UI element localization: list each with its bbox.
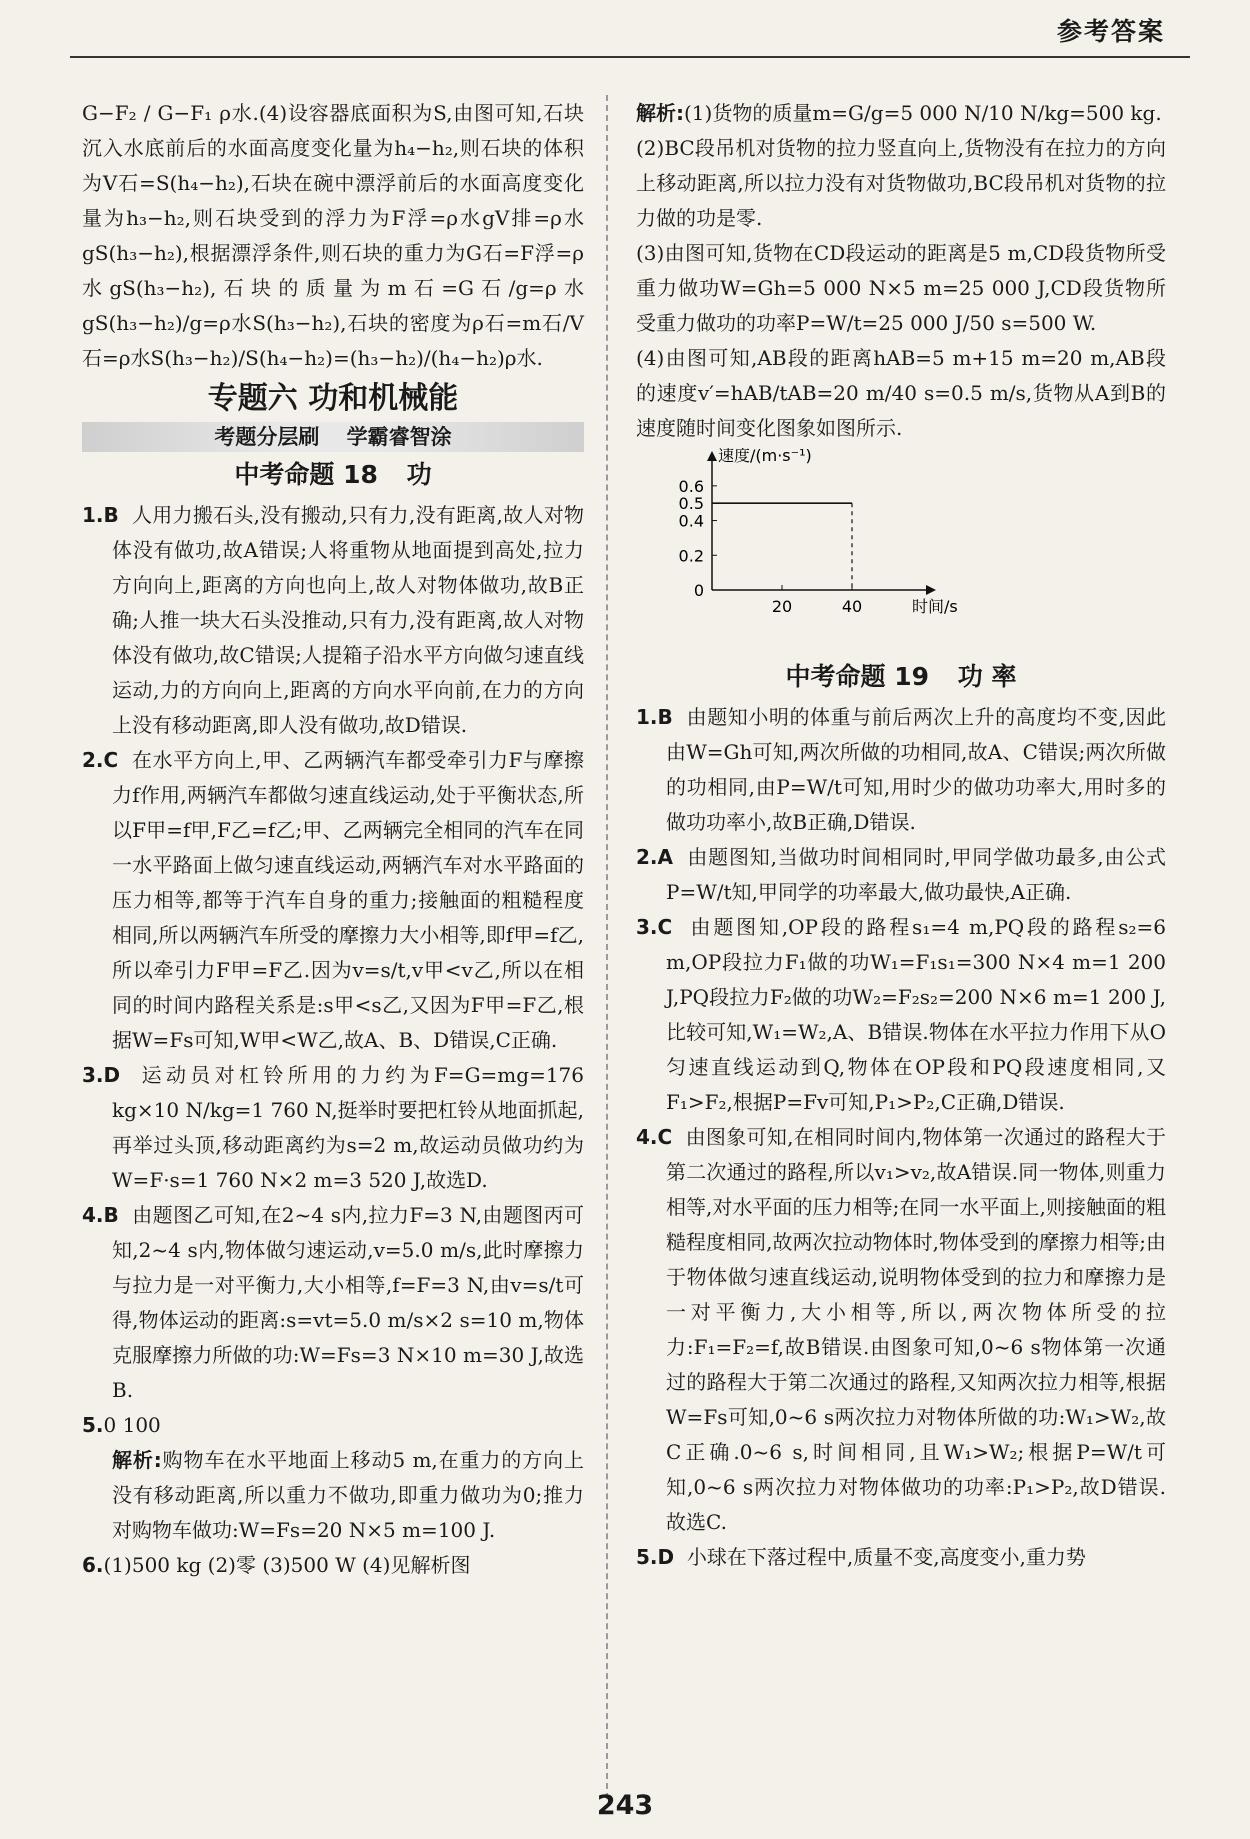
velocity-time-chart — [636, 448, 1166, 648]
answer-4 — [82, 1198, 584, 1408]
answer-1 — [82, 498, 584, 743]
answer-text: 在水平方向上,甲、乙两辆汽车都受牵引力F与摩擦力f作用,两辆汽车都做匀速直线运动,处于平衡状态,所以F甲=f甲,F乙=f乙;甲、乙两辆完全相同的汽车在同一水平路面上做匀速直线运动,两辆汽车对水平路面的压力相等,都等于汽车自身的重力;接触面的粗糙程度相同,所以两辆汽车所受的摩擦力大小相等,即f甲=f乙,所以牵引力F甲=F乙.因为v=s/t,v甲<v乙,所以在相同的时间内路程关系是:s甲<s乙,又因为F甲=F乙,根据W=Fs可知,W甲<W乙,故A、B、D错误,C正确. — [112, 748, 585, 1052]
answer-3 — [636, 910, 1166, 1120]
answer-4 — [636, 1120, 1166, 1540]
answer-number: 5.D — [636, 1545, 675, 1569]
answer-text: 由题图知,当做功时间相同时,甲同学做功最多,由公式P=W/t知,甲同学的功率最大,做功最快,A正确. — [666, 845, 1167, 904]
answer-number: 2.A — [636, 845, 673, 869]
answer-number: 2.C — [82, 748, 119, 772]
y-axis-label: 速度/(m·s⁻¹) — [718, 448, 812, 465]
x-axis-label: 时间/s — [912, 597, 958, 616]
section-number: 中考命题 18 — [234, 460, 378, 489]
banner-text-b: 学霸睿智涂 — [346, 425, 452, 449]
section-name: 功 — [406, 460, 432, 489]
answer-number: 3.C — [636, 915, 673, 939]
section-number: 中考命题 19 — [785, 662, 930, 691]
answer-5 — [636, 1540, 1166, 1575]
page-number: 243 — [596, 1790, 654, 1821]
section-title-18 — [82, 452, 584, 498]
y-tick-label: 0.4 — [678, 511, 704, 531]
answer-value: 0 100 — [103, 1413, 161, 1437]
x-axis-arrow — [926, 585, 936, 595]
answer-text: 由题知小明的体重与前后两次上升的高度均不变,因此由W=Gh可知,两次所做的功相同,故A、C错误;两次所做的功相同,由P=W/t可知,用时少的做功功率大,用时多的做功功率小,故B正确,D错误. — [666, 705, 1167, 834]
answer-5-analysis — [82, 1443, 584, 1548]
answer-number: 5. — [82, 1413, 104, 1437]
answer-1 — [636, 700, 1166, 840]
section-name: 功 率 — [957, 662, 1017, 691]
analysis-step-1 — [636, 96, 1166, 131]
answer-text: 由图象可知,在相同时间内,物体第一次通过的路程大于第二次通过的路程,所以v₁>v₂,故A错误.同一物体,则重力相等,对水平面的压力相等;在同一水平面上,则接触面的粗糙程度相同,故两次拉动物体时,物体受到的摩擦力相等;由于物体做匀速直线运动,说明物体受到的拉力和摩擦力是一对平衡力,大小相等,所以,两次物体所受的拉力:F₁=F₂=f,故B错误.由图象可知,0~6 s物体第一次通过的路程大于第二次通过的路程,又知两次拉力相等,根据W=Fs可知,0~6 s两次拉力对物体所做的功:W₁>W₂,故C正确.0~6 s,时间相同,且W₁>W₂;根据P=W/t可知,0~6 s两次拉力对物体做功的功率:P₁>P₂,故D错误.故选C. — [666, 1125, 1166, 1534]
answer-6 — [82, 1548, 584, 1583]
banner-text-a: 考题分层刷 — [214, 425, 320, 449]
left-continuation-text: G−F₂ / G−F₁ ρ水.(4)设容器底面积为S,由图可知,石块沉入水底前后的水面高度变化量为h₄−h₂,则石块的体积为V石=S(h₄−h₂),石块在碗中漂浮前后的水面高度变化量为h₃−h₂,则石块受到的浮力为F浮=ρ水gV排=ρ水gS(h₃−h₂),根据漂浮条件,则石块的重力为G石=F浮=ρ水gS(h₃−h₂),石块的质量为m石=G石/g=ρ水gS(h₃−h₂)/g=ρ水S(h₃−h₂),石块的密度为ρ石=m石/V石=ρ水S(h₃−h₂)/S(h₄−h₂)=(h₃−h₂)/(h₄−h₂)ρ水. — [82, 101, 584, 370]
analysis-step-4: (4)由图可知,AB段的距离hAB=5 m+15 m=20 m,AB段的速度v′=hAB/tAB=20 m/40 s=0.5 m/s,货物从A到B的速度随时间变化图象如图所示. — [636, 346, 1166, 440]
answer-5 — [82, 1408, 584, 1443]
analysis-label: 解析: — [636, 101, 684, 125]
answer-2 — [636, 840, 1166, 910]
answer-number: 3.D — [82, 1063, 121, 1087]
right-column — [636, 96, 1166, 1575]
left-column — [82, 96, 584, 1583]
topic-banner — [82, 422, 584, 452]
answer-3 — [82, 1058, 584, 1198]
answer-text: 人用力搬石头,没有搬动,只有力,没有距离,故人对物体没有做功,故A错误;人将重物从地面提到高处,拉力方向向上,距离的方向也向上,故人对物体做功,故B正确;人推一块大石头没推动,只有力,没有距离,故人对物体没有做功,故C错误;人提箱子沿水平方向做匀速直线运动,力的方向向上,距离的方向水平向前,在力的方向上没有移动距离,即人没有做功,故D错误. — [112, 503, 584, 737]
section-title-19 — [636, 654, 1166, 700]
answer-text: 由题图乙可知,在2~4 s内,拉力F=3 N,由题图丙可知,2~4 s内,物体做匀速运动,v=5.0 m/s,此时摩擦力与拉力是一对平衡力,大小相等,f=F=3 N,由v=s/t可得,物体运动的距离:s=vt=5.0 m/s×2 s=10 m,物体克服摩擦力所做的功:W=Fs=3 N×10 m=30 J,故选B. — [112, 1203, 585, 1402]
analysis-label: 解析: — [112, 1448, 162, 1472]
answer-text: 小球在下落过程中,质量不变,高度变小,重力势 — [686, 1545, 1086, 1569]
analysis-text: 购物车在水平地面上移动5 m,在重力的方向上没有移动距离,所以重力不做功,即重力做功为0;推力对购物车做功:W=Fs=20 N×5 m=100 J. — [112, 1448, 584, 1542]
y-axis-arrow — [707, 451, 717, 461]
header-rule — [70, 56, 1190, 58]
x-tick-label: 40 — [841, 597, 863, 616]
analysis-text: (1)货物的质量m=G/g=5 000 N/10 N/kg=500 kg. — [684, 101, 1162, 125]
answer-text: (1)500 kg (2)零 (3)500 W (4)见解析图 — [103, 1553, 471, 1577]
analysis-step-2: (2)BC段吊机对货物的拉力竖直向上,货物没有在拉力的方向上移动距离,所以拉力没有对货物做功,BC段吊机对货物的拉力做的功是零. — [636, 136, 1166, 230]
analysis-step-3: (3)由图可知,货物在CD段运动的距离是5 m,CD段货物所受重力做功W=Gh=5 000 N×5 m=25 000 J,CD段货物所受重力做功的功率P=W/t=25 000 J/50 s=500 W. — [636, 241, 1166, 335]
answer-number: 1.B — [636, 705, 673, 729]
y-tick-label: 0.5 — [678, 494, 704, 514]
answer-number: 4.C — [636, 1125, 673, 1149]
y-tick-label: 0.6 — [678, 476, 704, 496]
answer-number: 1.B — [82, 503, 119, 527]
column-divider — [606, 95, 608, 1799]
x-tick-label: 20 — [771, 597, 793, 616]
answer-number: 4.B — [82, 1203, 119, 1227]
answer-text: 由题图知,OP段的路程s₁=4 m,PQ段的路程s₂=6 m,OP段拉力F₁做的功W₁=F₁s₁=300 N×4 m=1 200 J,PQ段拉力F₂做的功W₂=F₂s₂=200 N×6 m=1 200 J,比较可知,W₁=W₂,A、B错误.物体在水平拉力作用下从O匀速直线运动到Q,物体在OP段和PQ段速度相同,又F₁>F₂,根据P=Fv可知,P₁>P₂,C正确,D错误. — [666, 915, 1166, 1114]
velocity-time-chart-svg — [636, 448, 1166, 648]
answer-number: 6. — [82, 1553, 104, 1577]
y-tick-label: 0 — [693, 581, 704, 600]
page-header-title: 参考答案 — [1056, 17, 1165, 46]
topic-title: 专题六 功和机械能 — [207, 381, 459, 416]
answer-text: 运动员对杠铃所用的力约为F=G=mg=176 kg×10 N/kg=1 760 N,挺举时要把杠铃从地面抓起,再举过头顶,移动距离约为s=2 m,故运动员做功约为W=F·s=1 760 N×2 m=3 520 J,故选D. — [112, 1063, 584, 1192]
y-tick-label: 0.2 — [678, 546, 704, 566]
answer-2 — [82, 743, 584, 1058]
